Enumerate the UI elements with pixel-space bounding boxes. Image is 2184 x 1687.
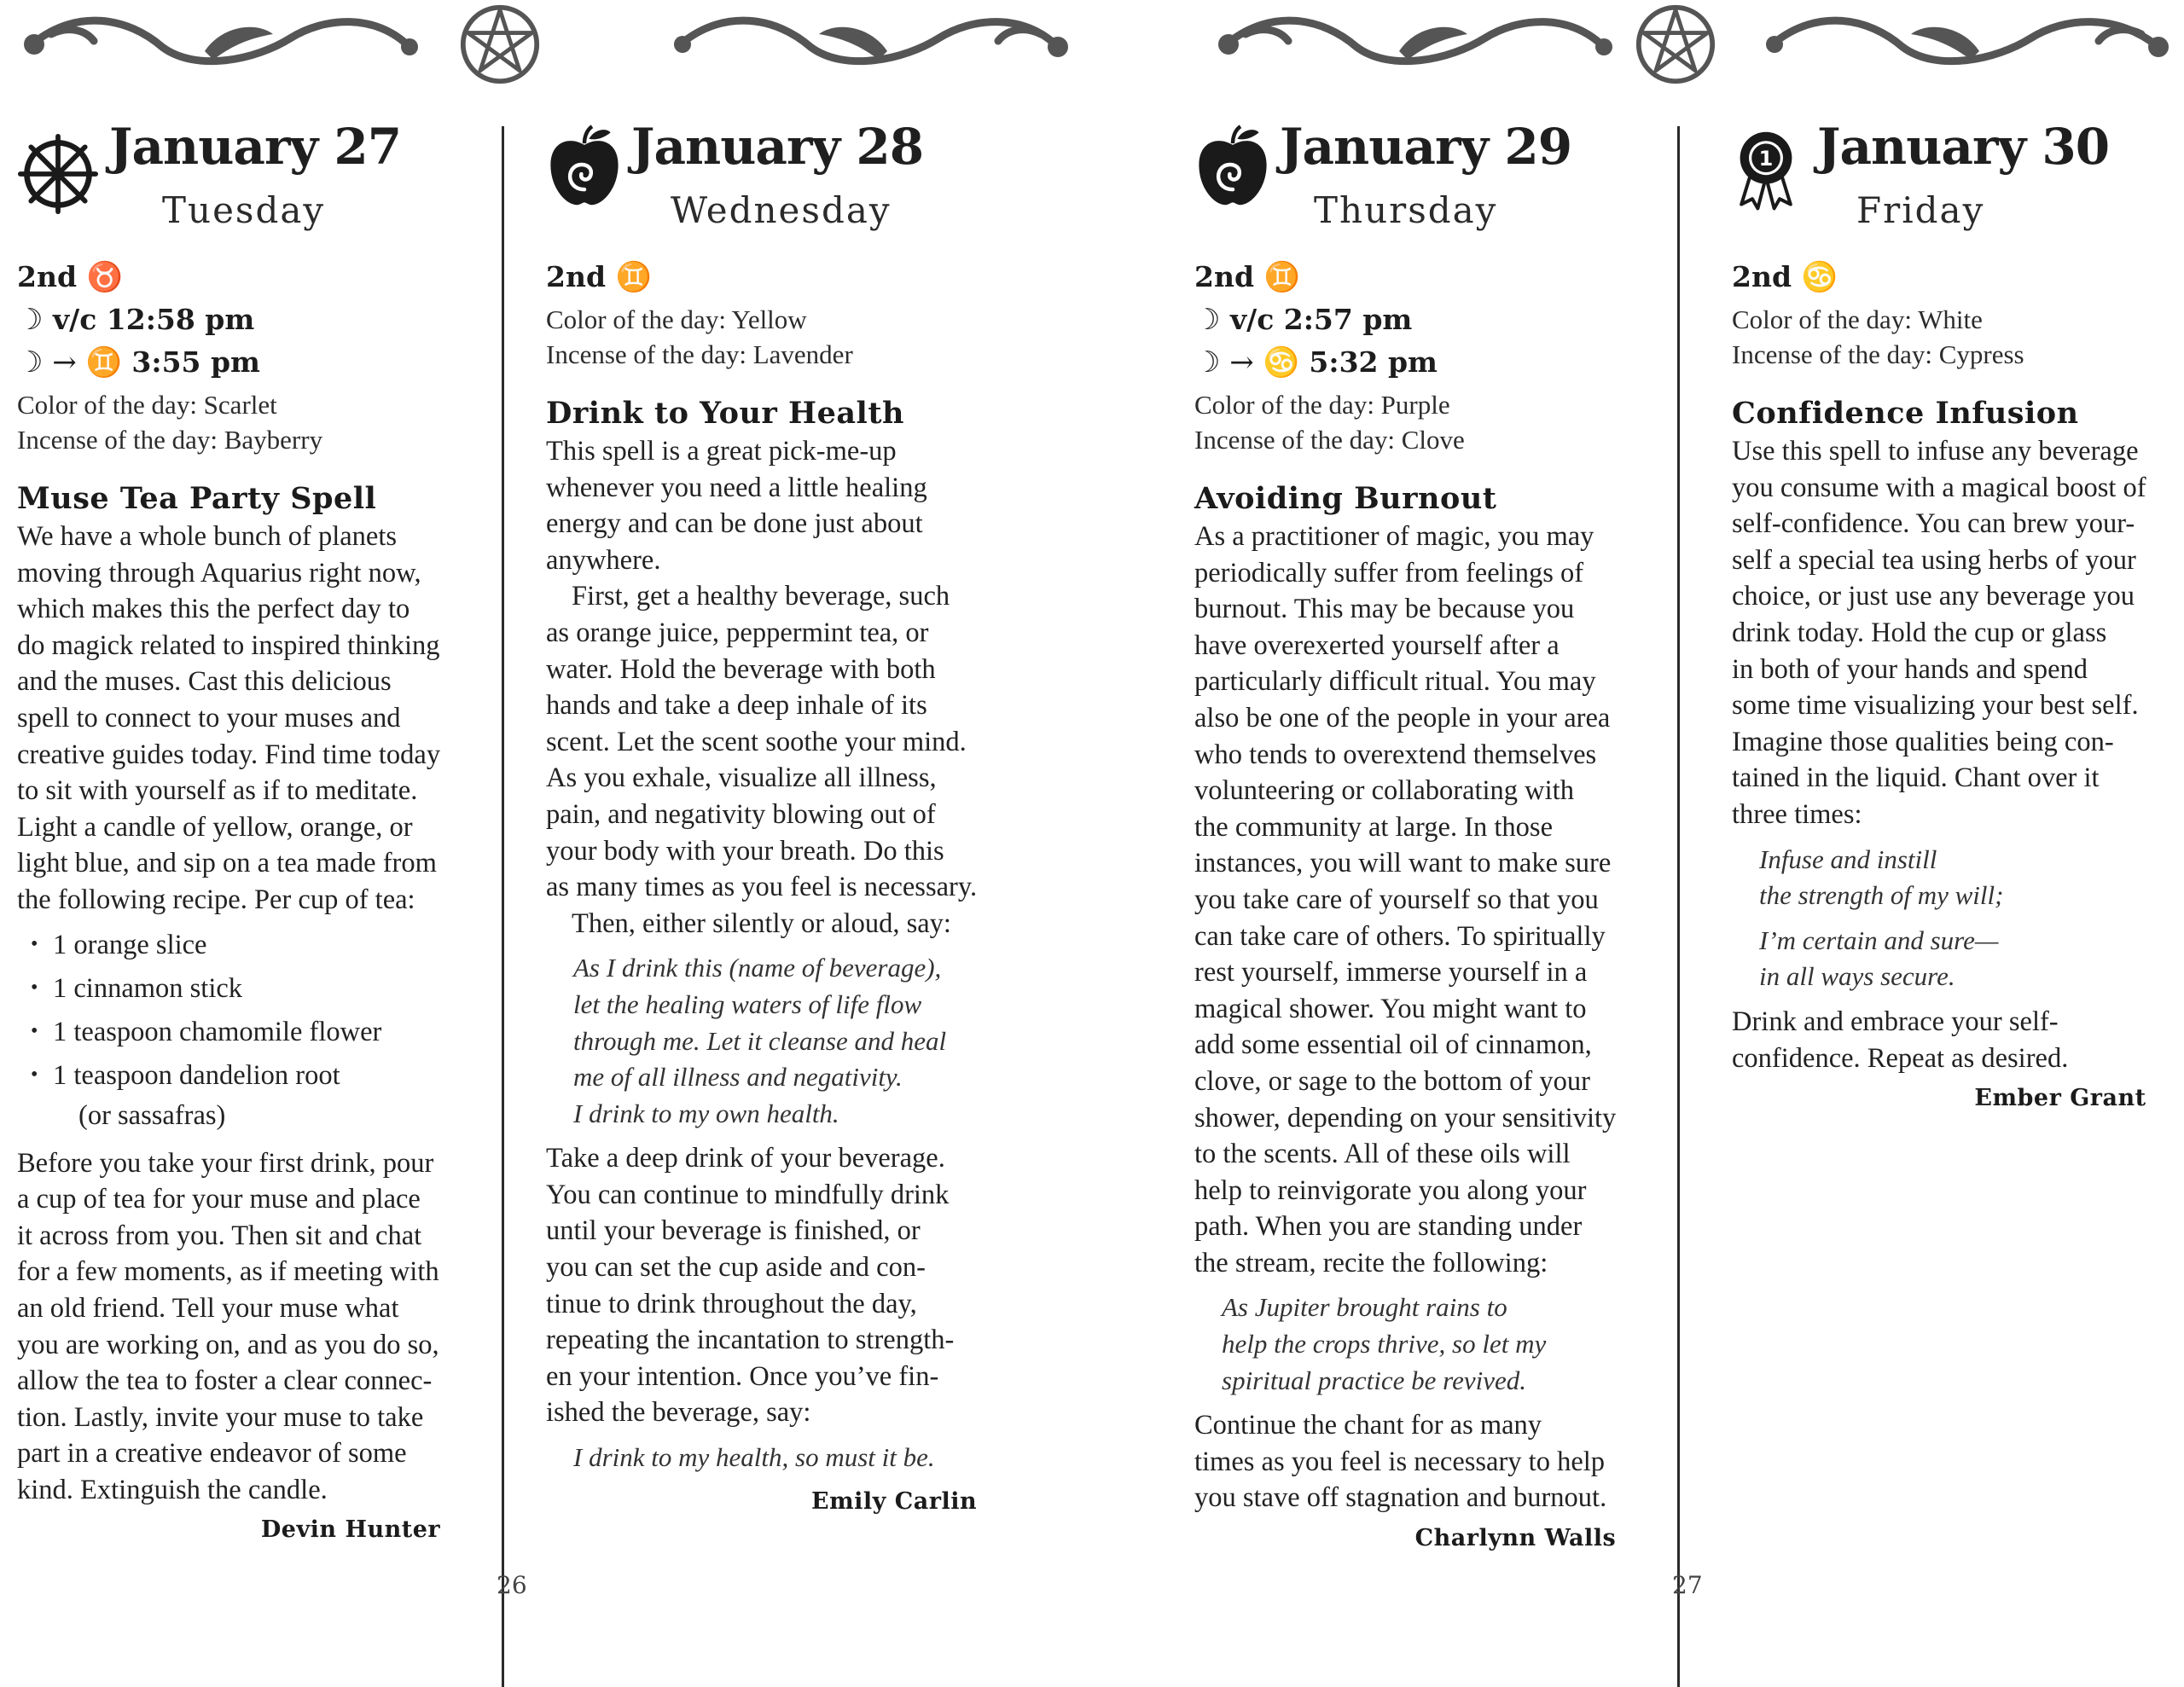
spell-title: Drink to Your Health [546, 396, 904, 431]
column-divider [1677, 126, 1680, 1687]
page-number: 27 [1672, 1571, 1703, 1599]
author-name: Ember Grant [1974, 1085, 2146, 1112]
spell-paragraph: Continue the chant for as many times as you feel is necessary to help you stave off stagnation and burnout. [1194, 1410, 1607, 1514]
incense-of-day: Incense of the day: Lavender [546, 339, 853, 369]
moon-phase-line: 2nd ♊ [1194, 260, 1300, 294]
weekday-label: Tuesday [162, 189, 326, 231]
author-name: Emily Carlin [811, 1487, 978, 1515]
spell-paragraph: Drink and embrace your self- confidence. Repeat as desired. [1732, 1006, 2069, 1074]
incense-of-day: Incense of the day: Bayberry [17, 425, 323, 455]
incense-of-day: Incense of the day: Clove [1194, 425, 1465, 455]
ingredient-item: • 1 cinnamon stick [17, 967, 440, 1011]
moon-phase-line: 2nd ♉ [17, 260, 123, 294]
spell-title: Muse Tea Party Spell [17, 481, 377, 516]
page-number: 26 [497, 1571, 527, 1599]
color-of-day: Color of the day: Yellow [546, 304, 807, 334]
wheel-icon [17, 123, 99, 225]
pentagram-icon [1635, 3, 1716, 85]
spell-paragraph: We have a whole bunch of planets moving through Aquarius right now, which makes this the perfect day to do magick related to inspired thinking and the muses. Cast this delicious spell to connect to your muses and creative guides today. Find time today to sit with yourself as if to meditate. Light a candle of yellow, orange, or light blue, and sip on a tea made from the following recipe. Per cup of tea: [17, 521, 441, 915]
void-of-course-line: ☽ v/c 2:57 pm [1194, 303, 1413, 337]
author-name: Devin Hunter [260, 1516, 441, 1544]
chant-verse: Infuse and instill the strength of my will; [1759, 844, 2004, 911]
moon-phase-line: 2nd ♋ [1732, 260, 1838, 294]
color-of-day: Color of the day: Scarlet [17, 390, 277, 420]
chant-verse: I’m certain and sure— in all ways secure. [1759, 925, 1999, 992]
chant-verse: As Jupiter brought rains to help the crops thrive, so let my spiritual practice be revived. [1222, 1292, 1547, 1395]
spell-title: Avoiding Burnout [1194, 481, 1497, 516]
apple-icon [1194, 118, 1271, 217]
spell-title: Confidence Infusion [1732, 396, 2079, 431]
spell-paragraph: Use this spell to infuse any beverage you consume with a magical boost of self-confidence. You can brew your- self a special tea using herbs of your choice, or just use any beverage you drink today. Hold the cup or glass in both of your hands and spend some time visualizing your best self. Imagine those qualities being con- tained in the liquid. Chant over it three times: [1732, 436, 2146, 830]
spell-paragraph: Then, either silently or aloud, say: [572, 907, 951, 939]
pentagram-icon [459, 3, 541, 85]
spell-paragraph: Before you take your first drink, pour a cup of tea for your muse and place it across from you. Then sit and chat for a few moments, as if meeting with an old friend. Tell your muse what you are working on, and as you do so, allow the tea to foster a clear connec- tion. Lastly, invite your muse to take part in a creative endeavor of some kind. Extinguish the candle. [17, 1147, 439, 1505]
flourish-ornament-icon [0, 0, 1092, 94]
column-divider [502, 126, 504, 1687]
weekday-label: Friday [1856, 189, 1985, 231]
spell-paragraph: As a practitioner of magic, you may periodically suffer from feelings of burnout. This may be because you have overexerted yourself after a particularly difficult ritual. You may also be one of the people in your area who tends to overextend themselves volunteering or collaborating with the community at large. In those instances, you will want to make sure you take care of yourself so that you can take care of others. To spiritually rest yourself, immerse yourself in a magical shower. You might want to add some essential oil of cinnamon, clove, or sage to the bottom of your shower, depending on your sensitivity to the scents. All of these oils will help to reinvigorate you along your path. When you are standing under the stream, recite the following: [1194, 521, 1617, 1278]
ribbon-number: 1 [1758, 147, 1774, 171]
weekday-label: Thursday [1314, 189, 1498, 231]
ingredient-item-continued: (or sassafras) [78, 1099, 226, 1131]
moon-sign-change-line: ☽ → ♋ 5:32 pm [1194, 345, 1438, 380]
moon-phase-line: 2nd ♊ [546, 260, 652, 294]
void-of-course-line: ☽ v/c 12:58 pm [17, 303, 255, 337]
date-heading: January 29 [1280, 118, 1572, 176]
left-page [0, 0, 1092, 1602]
chant-verse: I drink to my health, so must it be. [573, 1442, 935, 1473]
ribbon-icon [1732, 125, 1800, 213]
incense-of-day: Incense of the day: Cypress [1732, 339, 2024, 369]
ingredient-item: • 1 teaspoon chamomile flower [17, 1011, 440, 1054]
spell-paragraph: First, get a healthy beverage, such as orange juice, peppermint tea, or water. Hold the beverage with both hands and take a deep inhale of its scent. Let the scent soothe your mind. As you exhale, visualize all illness, pain, and negativity blowing out of your body with your breath. Do this as many times as you feel is necessary. [546, 581, 978, 903]
date-heading: January 27 [109, 118, 402, 176]
author-name: Charlynn Walls [1414, 1525, 1617, 1552]
ingredient-item: • 1 orange slice [17, 924, 440, 967]
spell-paragraph: Take a deep drink of your beverage. You can continue to mindfully drink until your beverage is finished, or you can set the cup aside and con- tinue to drink throughout the day, repeating the incantation to strength- en your intention. Once you’ve fin- ished the beverage, say: [546, 1143, 955, 1429]
ingredient-item: • 1 teaspoon dandelion root [17, 1054, 440, 1098]
color-of-day: Color of the day: Purple [1194, 390, 1450, 420]
weekday-label: Wednesday [671, 189, 892, 231]
date-heading: January 30 [1817, 118, 2110, 176]
color-of-day: Color of the day: White [1732, 304, 1983, 334]
moon-sign-change-line: ☽ → ♊ 3:55 pm [17, 345, 260, 380]
chant-verse: As I drink this (name of beverage), let the healing waters of life flow through me. Let it cleanse and heal me of all illness and negativity. I drink to my own health. [573, 953, 947, 1128]
right-page [1092, 0, 2184, 1602]
apple-icon [546, 118, 623, 217]
spell-paragraph: This spell is a great pick-me-up whenever you need a little healing energy and can be done just about anywhere. [546, 436, 927, 576]
date-heading: January 28 [631, 118, 924, 176]
